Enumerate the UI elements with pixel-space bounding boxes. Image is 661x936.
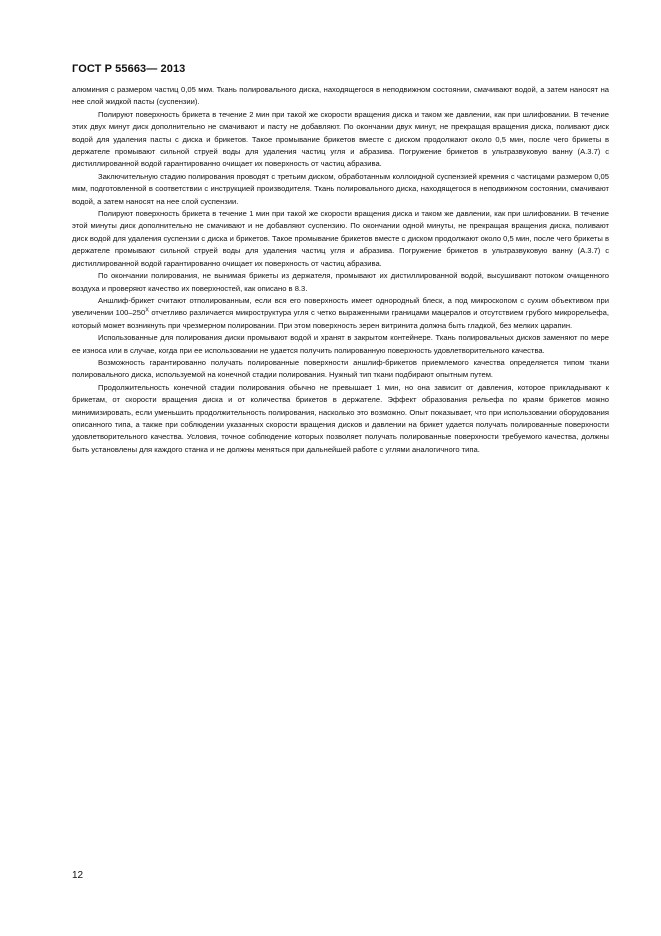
paragraph: По окончании полирования, не вынимая брикеты из держателя, промывают их дистиллированной водой, высушивают потоком очищенного воздуха и проверяют качество их поверхностей, как описано в 8.3. (72, 271, 609, 293)
paragraph: Возможность гарантированно получать полированные поверхности аншлиф-брикетов приемлемого качества определяется типом ткани полировального диска, используемой на конечной стадии полирования. Нужный тип ткани подбирают опытным путем. (72, 357, 609, 380)
document-header: ГОСТ Р 55663— 2013 (72, 63, 186, 75)
magnification-superscript: X (145, 307, 149, 314)
paragraph: Полируют поверхность брикета в течение 2 мин при такой же скорости вращения диска и таком же давлении, как при шлифовании. В течение этих двух минут диск дополнительно не смачивают и пасту не добавляют. По окончании двух минут, не прекращая вращения диска, поливают диск водой для удаления пасты с диска и брикетов. Такое промывание брикетов вместе с диском продолжают около 0,5 мин, после чего брикеты в держателе промывают сильной струей воды для удаления частиц угля и абразива. Погружение брикетов в ультразвуковую ванну (А.3.7) с дистиллированной водой гарантированно очищает их поверхность от частиц абразива. (72, 109, 609, 169)
paragraph: Полируют поверхность брикета в течение 1 мин при такой же скорости вращения диска и таком же давлении, как при шлифовании. В течение этой минуты диск дополнительно не смачивают и не добавляют суспензию. По окончании одной минуты, не прекращая вращения диска, поливают диск водой для удаления суспензии с диска и брикетов. Такое промывание брикетов вместе с диском продолжают около 0,5 мин, после чего брикеты в держателе промывают сильной струей воды для удаления частиц угля и абразива. Погружение брикетов в ультразвуковую ванну (А.3.7) с дистиллированной водой гарантированно очищает их поверхность от частиц абразива. (72, 209, 609, 268)
paragraph-text: отчетливо различается микроструктура угля с четко выраженными границами мацералов и отсутствием грубого микрорельефа, который может возникнуть при чрезмерном полировании. При этом поверхность зерен витринита должна быть гладкой, без мелких царапин. (72, 308, 610, 330)
page-number: 12 (72, 870, 84, 881)
paragraph: Продолжительность конечной стадии полирования обычно не превышает 1 мин, но она зависит от давления, которое прикладывают к брикетам, от скорости вращения диска и от количества брикетов в держателе. Эффект образования рельефа по краям брикетов можно минимизировать, если уменьшить продолжительность полирования, насколько это возможно. Опыт показывает, что при использовании оборудования описанного типа, а также при соблюдении указанных скорости вращения дисков и давлении на брикет удается получать полированные поверхности удовлетворительного качества. Условия, точное соблюдение которых позволяет получать полированные поверхности требуемого качества, должны быть установлены для каждого станка и не должны меняться при дальнейшей работе с углями аналогичного типа. (72, 382, 609, 454)
paragraph: Заключительную стадию полирования проводят с третьим диском, обработанным коллоидной суспензией кремния с частицами размером 0,05 мкм, подготовленной в соответствии с инструкцией производителя. Ткань полировального диска, находящегося в неподвижном состоянии, смачивают водой, а затем наносят на нее слой суспензии. (72, 171, 609, 206)
paragraph: Использованные для полирования диски промывают водой и хранят в закрытом контейнере. Ткань полировальных дисков заменяют по мере ее износа или в случае, когда при ее использовании не удается получить полированную поверхность удовлетворительного качества. (72, 333, 609, 355)
paragraph-text: Аншлиф-брикет считают отполированным, если вся его поверхность имеет однородный блеск, а под микроскопом с сухим объективом при увеличении 100–250 (72, 295, 609, 318)
paragraph (72, 295, 609, 332)
paragraph: алюминия с размером частиц 0,05 мкм. Ткань полировального диска, находящегося в неподвижном состоянии, смачивают водой, а затем наносят на нее слой жидкой пасты (суспензии). (72, 85, 609, 107)
body-text (72, 84, 609, 456)
